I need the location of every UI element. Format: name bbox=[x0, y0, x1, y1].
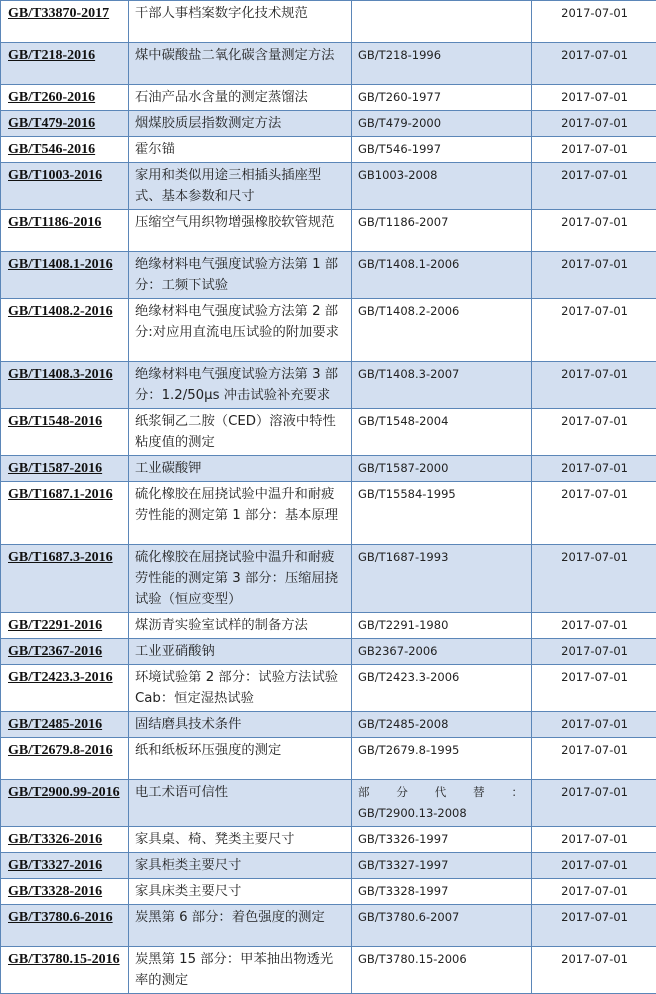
effective-date-cell: 2017-07-01 bbox=[532, 482, 656, 545]
effective-date-cell: 2017-07-01 bbox=[532, 780, 656, 827]
standard-name-cell: 煤中碳酸盐二氧化碳含量测定方法 bbox=[129, 43, 352, 85]
standard-code-cell: GB/T1687.1-2016 bbox=[1, 482, 129, 545]
standard-code-cell: GB/T3780.15-2016 bbox=[1, 947, 129, 994]
standard-code-cell: GB/T260-2016 bbox=[1, 85, 129, 111]
standard-name-cell: 绝缘材料电气强度试验方法第 3 部分：1.2/50μs 冲击试验补充要求 bbox=[129, 362, 352, 409]
standard-code-cell: GB/T1687.3-2016 bbox=[1, 545, 129, 613]
replaced-standard-cell: GB/T15584-1995 bbox=[352, 482, 532, 545]
table-row bbox=[1, 613, 656, 639]
effective-date-cell: 2017-07-01 bbox=[532, 827, 656, 853]
replaced-standard-cell: GB/T479-2000 bbox=[352, 111, 532, 137]
replaced-standard-cell: GB/T1408.2-2006 bbox=[352, 299, 532, 362]
standard-name-cell: 工业碳酸钾 bbox=[129, 456, 352, 482]
standard-code-cell: GB/T2485-2016 bbox=[1, 712, 129, 738]
effective-date-cell: 2017-07-01 bbox=[532, 299, 656, 362]
effective-date-cell: 2017-07-01 bbox=[532, 947, 656, 994]
standard-code-cell: GB/T1408.2-2016 bbox=[1, 299, 129, 362]
standard-code-cell: GB/T2291-2016 bbox=[1, 613, 129, 639]
standard-name-cell: 绝缘材料电气强度试验方法第 2 部分:对应用直流电压试验的附加要求 bbox=[129, 299, 352, 362]
table-row bbox=[1, 879, 656, 905]
table-row bbox=[1, 665, 656, 712]
replaced-note-value: GB/T2900.13-2008 bbox=[358, 803, 525, 824]
effective-date-cell: 2017-07-01 bbox=[532, 456, 656, 482]
replaced-standard-cell: GB/T3326-1997 bbox=[352, 827, 532, 853]
standard-name-cell: 电工术语可信性 bbox=[129, 780, 352, 827]
standard-code-cell: GB/T33870-2017 bbox=[1, 1, 129, 43]
table-row bbox=[1, 456, 656, 482]
table-row bbox=[1, 137, 656, 163]
replaced-standard-cell: GB/T2485-2008 bbox=[352, 712, 532, 738]
replaced-standard-cell: GB/T3780.15-2006 bbox=[352, 947, 532, 994]
replaced-standard-cell: GB/T1408.3-2007 bbox=[352, 362, 532, 409]
effective-date-cell: 2017-07-01 bbox=[532, 163, 656, 210]
replaced-standard-cell: GB/T1186-2007 bbox=[352, 210, 532, 252]
effective-date-cell: 2017-07-01 bbox=[532, 43, 656, 85]
table-row bbox=[1, 712, 656, 738]
standard-code-cell: GB/T2679.8-2016 bbox=[1, 738, 129, 780]
table-row bbox=[1, 853, 656, 879]
table-row bbox=[1, 780, 656, 827]
effective-date-cell: 2017-07-01 bbox=[532, 738, 656, 780]
standard-name-cell: 石油产品水含量的测定蒸馏法 bbox=[129, 85, 352, 111]
standard-code-cell: GB/T546-2016 bbox=[1, 137, 129, 163]
standard-name-cell: 环境试验第 2 部分：试验方法试验 Cab：恒定湿热试验 bbox=[129, 665, 352, 712]
standard-name-cell: 烟煤胶质层指数测定方法 bbox=[129, 111, 352, 137]
standard-name-cell: 硫化橡胶在屈挠试验中温升和耐疲劳性能的测定第 1 部分：基本原理 bbox=[129, 482, 352, 545]
standard-code-cell: GB/T1408.3-2016 bbox=[1, 362, 129, 409]
table-row bbox=[1, 163, 656, 210]
replaced-standard-cell: GB/T2423.3-2006 bbox=[352, 665, 532, 712]
effective-date-cell: 2017-07-01 bbox=[532, 639, 656, 665]
effective-date-cell: 2017-07-01 bbox=[532, 409, 656, 456]
replaced-standard-cell: GB/T260-1977 bbox=[352, 85, 532, 111]
table-row bbox=[1, 947, 656, 994]
table-row bbox=[1, 409, 656, 456]
standard-code-cell: GB/T218-2016 bbox=[1, 43, 129, 85]
replaced-standard-cell: GB/T2679.8-1995 bbox=[352, 738, 532, 780]
standard-name-cell: 炭黑第 6 部分：着色强度的测定 bbox=[129, 905, 352, 947]
effective-date-cell: 2017-07-01 bbox=[532, 85, 656, 111]
standard-name-cell: 家用和类似用途三相插头插座型式、基本参数和尺寸 bbox=[129, 163, 352, 210]
replaced-standard-cell bbox=[352, 780, 532, 827]
replaced-standard-cell: GB/T1548-2004 bbox=[352, 409, 532, 456]
replaced-standard-cell bbox=[352, 1, 532, 43]
replaced-standard-cell: GB/T546-1997 bbox=[352, 137, 532, 163]
replaced-standard-cell: GB1003-2008 bbox=[352, 163, 532, 210]
standard-code-cell: GB/T3327-2016 bbox=[1, 853, 129, 879]
table-row bbox=[1, 210, 656, 252]
standard-name-cell: 家具床类主要尺寸 bbox=[129, 879, 352, 905]
effective-date-cell: 2017-07-01 bbox=[532, 362, 656, 409]
replaced-standard-cell: GB/T1687-1993 bbox=[352, 545, 532, 613]
effective-date-cell: 2017-07-01 bbox=[532, 853, 656, 879]
effective-date-cell: 2017-07-01 bbox=[532, 1, 656, 43]
standard-name-cell: 绝缘材料电气强度试验方法第 1 部分：工频下试验 bbox=[129, 252, 352, 299]
table-row bbox=[1, 299, 656, 362]
effective-date-cell: 2017-07-01 bbox=[532, 712, 656, 738]
table-row bbox=[1, 905, 656, 947]
standard-name-cell: 霍尔锚 bbox=[129, 137, 352, 163]
table-row bbox=[1, 545, 656, 613]
table-row bbox=[1, 85, 656, 111]
replaced-standard-cell: GB/T218-1996 bbox=[352, 43, 532, 85]
standard-code-cell: GB/T479-2016 bbox=[1, 111, 129, 137]
standard-name-cell: 工业亚硝酸钠 bbox=[129, 639, 352, 665]
table-row bbox=[1, 362, 656, 409]
standard-code-cell: GB/T1587-2016 bbox=[1, 456, 129, 482]
standard-name-cell: 压缩空气用织物增强橡胶软管规范 bbox=[129, 210, 352, 252]
standard-code-cell: GB/T3326-2016 bbox=[1, 827, 129, 853]
standard-name-cell: 炭黑第 15 部分：甲苯抽出物透光率的测定 bbox=[129, 947, 352, 994]
standard-code-cell: GB/T1408.1-2016 bbox=[1, 252, 129, 299]
effective-date-cell: 2017-07-01 bbox=[532, 879, 656, 905]
standard-name-cell: 家具桌、椅、凳类主要尺寸 bbox=[129, 827, 352, 853]
table-row bbox=[1, 482, 656, 545]
standard-name-cell: 纸和纸板环压强度的测定 bbox=[129, 738, 352, 780]
standard-code-cell: GB/T2423.3-2016 bbox=[1, 665, 129, 712]
effective-date-cell: 2017-07-01 bbox=[532, 137, 656, 163]
replaced-standard-cell: GB2367-2006 bbox=[352, 639, 532, 665]
standard-name-cell: 固结磨具技术条件 bbox=[129, 712, 352, 738]
standard-code-cell: GB/T2367-2016 bbox=[1, 639, 129, 665]
replaced-standard-cell: GB/T3327-1997 bbox=[352, 853, 532, 879]
standard-code-cell: GB/T1186-2016 bbox=[1, 210, 129, 252]
effective-date-cell: 2017-07-01 bbox=[532, 252, 656, 299]
table-row bbox=[1, 43, 656, 85]
replaced-standard-cell: GB/T1408.1-2006 bbox=[352, 252, 532, 299]
replaced-standard-cell: GB/T2291-1980 bbox=[352, 613, 532, 639]
table-row bbox=[1, 827, 656, 853]
effective-date-cell: 2017-07-01 bbox=[532, 545, 656, 613]
table-row bbox=[1, 252, 656, 299]
effective-date-cell: 2017-07-01 bbox=[532, 905, 656, 947]
effective-date-cell: 2017-07-01 bbox=[532, 210, 656, 252]
table-row bbox=[1, 1, 656, 43]
effective-date-cell: 2017-07-01 bbox=[532, 613, 656, 639]
standards-table-body bbox=[1, 1, 656, 994]
table-row bbox=[1, 111, 656, 137]
effective-date-cell: 2017-07-01 bbox=[532, 111, 656, 137]
standard-name-cell: 干部人事档案数字化技术规范 bbox=[129, 1, 352, 43]
table-row bbox=[1, 738, 656, 780]
standard-name-cell: 硫化橡胶在屈挠试验中温升和耐疲劳性能的测定第 3 部分：压缩屈挠试验（恒应变型） bbox=[129, 545, 352, 613]
effective-date-cell: 2017-07-01 bbox=[532, 665, 656, 712]
replaced-standard-cell: GB/T1587-2000 bbox=[352, 456, 532, 482]
standard-name-cell: 家具柜类主要尺寸 bbox=[129, 853, 352, 879]
replaced-standard-cell: GB/T3328-1997 bbox=[352, 879, 532, 905]
standard-code-cell: GB/T3780.6-2016 bbox=[1, 905, 129, 947]
standard-code-cell: GB/T1548-2016 bbox=[1, 409, 129, 456]
standard-code-cell: GB/T2900.99-2016 bbox=[1, 780, 129, 827]
table-row bbox=[1, 639, 656, 665]
replaced-standard-cell: GB/T3780.6-2007 bbox=[352, 905, 532, 947]
standard-name-cell: 煤沥青实验室试样的制备方法 bbox=[129, 613, 352, 639]
standard-code-cell: GB/T3328-2016 bbox=[1, 879, 129, 905]
standard-code-cell: GB/T1003-2016 bbox=[1, 163, 129, 210]
replaced-note-label: 部分代替： bbox=[358, 782, 525, 803]
standard-name-cell: 纸浆铜乙二胺（CED）溶液中特性粘度值的测定 bbox=[129, 409, 352, 456]
